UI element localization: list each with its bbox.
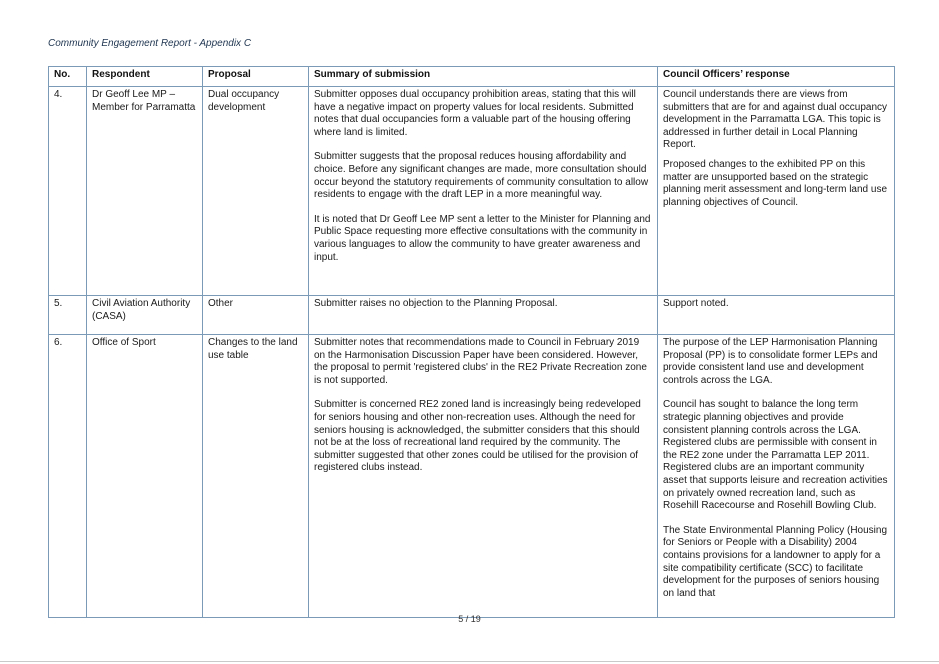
cell-proposal: Dual occupancy development [203, 87, 309, 296]
cell-proposal: Other [203, 296, 309, 335]
table-header-row [49, 67, 895, 87]
cell-response [658, 87, 895, 296]
page-bottom-divider [0, 661, 939, 662]
table-row [49, 335, 895, 618]
document-header-title: Community Engagement Report - Appendix C [48, 38, 252, 49]
response-paragraph: The purpose of the LEP Harmonisation Planning Proposal (PP) is to consolidate former LEPs and provide consistent land use and development controls across the LGA. [663, 337, 878, 386]
cell-proposal: Changes to the land use table [203, 335, 309, 618]
summary-paragraph: It is noted that Dr Geoff Lee MP sent a letter to the Minister for Planning and Public Space requesting more effective consultations with the community in various languages to allow the community to have greater awareness and input. [314, 213, 651, 263]
cell-respondent: Office of Sport [87, 335, 203, 618]
table-row [49, 87, 895, 296]
response-paragraph: Council has sought to balance the long term strategic planning objectives and provide consistent planning controls across the LGA. Registered clubs are permissible with consent in the RE2 zone under the Parramatta LEP 2011. Registered clubs are an important community asset that supports leisure and recreation activities on privately owned recreation land, such as Rosehill Racecourse and Rosehill Bowling Club. [663, 399, 888, 512]
cell-response [658, 335, 895, 618]
col-header-response: Council Officers’ response [658, 67, 895, 87]
col-header-summary: Summary of submission [309, 67, 658, 87]
col-header-proposal: Proposal [203, 67, 309, 87]
summary-paragraph: Submitter is concerned RE2 zoned land is increasingly being redeveloped for seniors housing and other non-recreation uses. Although the need for seniors housing is acknowledged, the submitter considers that this should not be at the loss of recreational land required by the community. The submitter suggested that other zones could be utilised for the provision of registered clubs instead. [314, 399, 641, 474]
page-number: 5 / 19 [458, 614, 481, 624]
summary-paragraph: Submitter suggests that the proposal reduces housing affordability and choice. Before any significant changes are made, more consultation should occur beyond the statutory requirements of community consultation to allow residents to engage with the draft LEP in a more meaningful way. [314, 151, 649, 201]
cell-response [658, 296, 895, 335]
response-paragraph: Council understands there are views from submitters that are for and against dual occupancy development in the Parramatta LGA. This topic is addressed in further detail in Local Planning Report. [663, 89, 888, 151]
summary-paragraph: Submitter opposes dual occupancy prohibition areas, stating that this will have a negative impact on property values for local residents. Submitted notes that dual occupancies form a valuable part of the housing offering where land is limited. [314, 89, 636, 138]
cell-summary [309, 335, 658, 618]
cell-respondent: Civil Aviation Authority (CASA) [87, 296, 203, 335]
cell-respondent: Dr Geoff Lee MP – Member for Parramatta [87, 87, 203, 296]
cell-no: 4. [49, 87, 87, 296]
response-paragraph: The State Environmental Planning Policy (Housing for Seniors or People with a Disability) 2004 contains provisions for a landowner to apply for a site compatibility certificate (SCC) to facilitate development for the purposes of seniors housing on land that [663, 524, 888, 599]
summary-paragraph: Submitter raises no objection to the Planning Proposal. [314, 298, 558, 309]
cell-no: 5. [49, 296, 87, 335]
summary-paragraph: Submitter notes that recommendations made to Council in February 2019 on the Harmonisation Discussion Paper have been considered. However, the proposal to permit 'registered clubs' in the RE2 Private Recreation zone is not supported. [314, 337, 647, 386]
cell-no: 6. [49, 335, 87, 618]
cell-summary [309, 87, 658, 296]
cell-summary [309, 296, 658, 335]
table-row [49, 296, 895, 335]
response-paragraph: Support noted. [663, 298, 729, 309]
submissions-table [48, 66, 895, 618]
col-header-no: No. [49, 67, 87, 87]
col-header-respondent: Respondent [87, 67, 203, 87]
response-paragraph: Proposed changes to the exhibited PP on this matter are unsupported based on the strategic planning merit assessment and long-term land use planning objectives of Council. [663, 158, 888, 208]
